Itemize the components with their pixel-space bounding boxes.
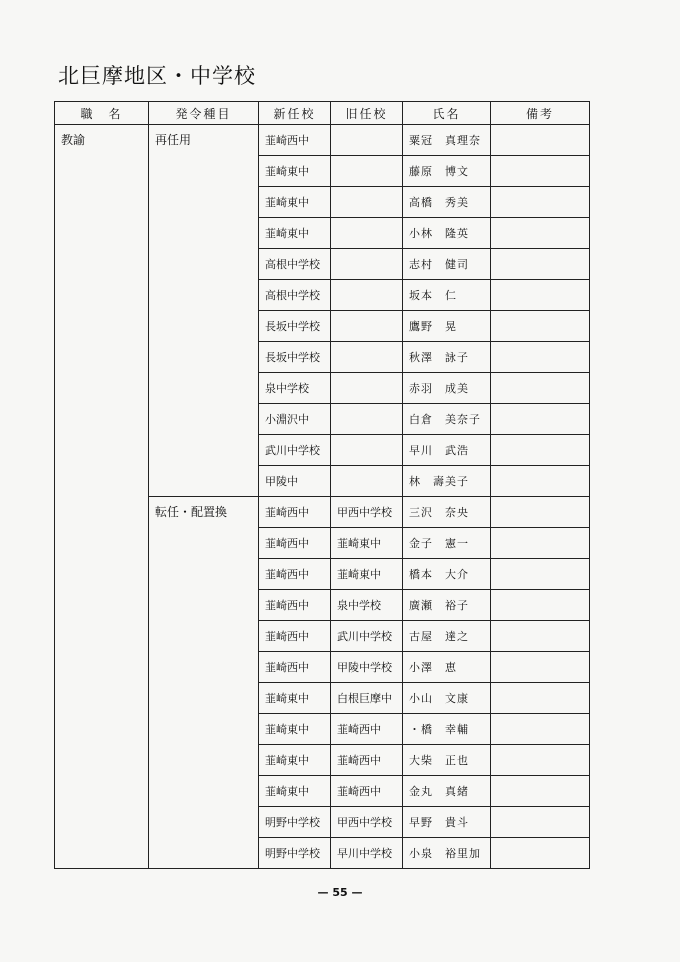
header-appointment-type: 発令種目 [149,102,259,125]
old-school-cell: 早川中学校 [331,838,403,869]
name-cell: 小澤 恵 [403,652,491,683]
remarks-cell [491,652,590,683]
header-position: 職 名 [55,102,149,125]
old-school-cell [331,435,403,466]
new-school-cell: 韮崎東中 [259,776,331,807]
name-cell: 志村 健司 [403,249,491,280]
old-school-cell: 泉中学校 [331,590,403,621]
table-body [55,125,590,869]
remarks-cell [491,838,590,869]
page-title: 北巨摩地区・中学校 [58,64,256,88]
appointment-type-cell: 転任・配置換 [149,497,259,869]
name-cell: 鷹野 晃 [403,311,491,342]
remarks-cell [491,342,590,373]
header-new-school: 新任校 [259,102,331,125]
old-school-cell: 甲陵中学校 [331,652,403,683]
name-cell: 藤原 博文 [403,156,491,187]
old-school-cell: 韮崎東中 [331,528,403,559]
old-school-cell [331,373,403,404]
name-cell: 古屋 達之 [403,621,491,652]
name-cell: 白倉 美奈子 [403,404,491,435]
remarks-cell [491,280,590,311]
new-school-cell: 長坂中学校 [259,342,331,373]
name-cell: 早野 貴斗 [403,807,491,838]
name-cell: 秋澤 詠子 [403,342,491,373]
old-school-cell: 白根巨摩中 [331,683,403,714]
remarks-cell [491,590,590,621]
new-school-cell: 韮崎西中 [259,621,331,652]
name-cell: 坂本 仁 [403,280,491,311]
remarks-cell [491,373,590,404]
remarks-cell [491,156,590,187]
old-school-cell [331,218,403,249]
remarks-cell [491,249,590,280]
old-school-cell: 甲西中学校 [331,497,403,528]
remarks-cell [491,528,590,559]
new-school-cell: 韮崎西中 [259,559,331,590]
old-school-cell: 韮崎東中 [331,559,403,590]
header-remarks: 備考 [491,102,590,125]
new-school-cell: 甲陵中 [259,466,331,497]
remarks-cell [491,776,590,807]
old-school-cell: 韮崎西中 [331,745,403,776]
old-school-cell [331,404,403,435]
name-cell: 高橋 秀美 [403,187,491,218]
old-school-cell: 韮崎西中 [331,776,403,807]
remarks-cell [491,435,590,466]
remarks-cell [491,683,590,714]
remarks-cell [491,745,590,776]
new-school-cell: 明野中学校 [259,807,331,838]
remarks-cell [491,466,590,497]
name-cell: 金子 憲一 [403,528,491,559]
old-school-cell: 武川中学校 [331,621,403,652]
remarks-cell [491,218,590,249]
new-school-cell: 韮崎西中 [259,528,331,559]
name-cell: 小山 文康 [403,683,491,714]
remarks-cell [491,187,590,218]
name-cell: 大柴 正也 [403,745,491,776]
new-school-cell: 韮崎東中 [259,187,331,218]
name-cell: 橋本 大介 [403,559,491,590]
old-school-cell: 韮崎西中 [331,714,403,745]
name-cell: 小泉 裕里加 [403,838,491,869]
name-cell: 粟冠 真理奈 [403,125,491,156]
remarks-cell [491,404,590,435]
remarks-cell [491,559,590,590]
new-school-cell: 韮崎西中 [259,125,331,156]
new-school-cell: 韮崎東中 [259,218,331,249]
name-cell: 三沢 奈央 [403,497,491,528]
old-school-cell [331,342,403,373]
remarks-cell [491,497,590,528]
old-school-cell [331,156,403,187]
old-school-cell: 甲西中学校 [331,807,403,838]
name-cell: 廣瀬 裕子 [403,590,491,621]
new-school-cell: 長坂中学校 [259,311,331,342]
new-school-cell: 武川中学校 [259,435,331,466]
table-row [55,125,590,156]
old-school-cell [331,466,403,497]
new-school-cell: 韮崎東中 [259,745,331,776]
name-cell: 早川 武浩 [403,435,491,466]
name-cell: 金丸 真緒 [403,776,491,807]
personnel-table [54,101,590,869]
new-school-cell: 明野中学校 [259,838,331,869]
page-number: — 55 — [317,886,363,899]
remarks-cell [491,125,590,156]
remarks-cell [491,714,590,745]
new-school-cell: 韮崎西中 [259,497,331,528]
new-school-cell: 高根中学校 [259,280,331,311]
header-old-school: 旧任校 [331,102,403,125]
old-school-cell [331,311,403,342]
table-header-row [55,102,590,125]
name-cell: 小林 隆英 [403,218,491,249]
new-school-cell: 泉中学校 [259,373,331,404]
name-cell: 林 壽美子 [403,466,491,497]
new-school-cell: 韮崎西中 [259,590,331,621]
new-school-cell: 韮崎東中 [259,714,331,745]
position-cell: 教諭 [55,125,149,869]
name-cell: 赤羽 成美 [403,373,491,404]
name-cell: ・橋 幸輔 [403,714,491,745]
old-school-cell [331,249,403,280]
header-name: 氏名 [403,102,491,125]
remarks-cell [491,807,590,838]
old-school-cell [331,187,403,218]
old-school-cell [331,280,403,311]
new-school-cell: 高根中学校 [259,249,331,280]
remarks-cell [491,311,590,342]
new-school-cell: 韮崎西中 [259,652,331,683]
new-school-cell: 韮崎東中 [259,683,331,714]
new-school-cell: 韮崎東中 [259,156,331,187]
appointment-type-cell: 再任用 [149,125,259,497]
old-school-cell [331,125,403,156]
remarks-cell [491,621,590,652]
new-school-cell: 小淵沢中 [259,404,331,435]
